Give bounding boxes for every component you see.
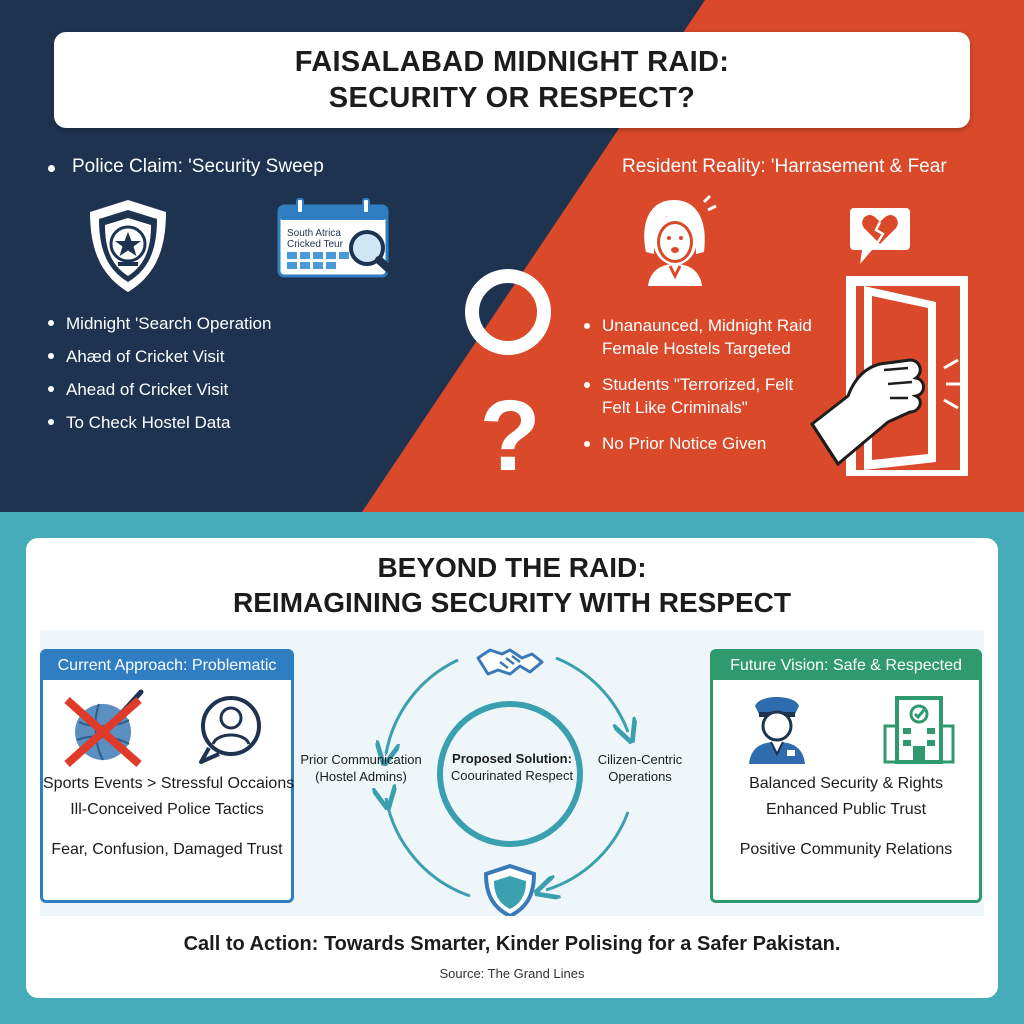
distressed-woman-icon xyxy=(626,192,726,288)
prior-communication-label xyxy=(300,751,422,785)
call-to-action: Call to Action: Towards Smarter, Kinder Polising for a Safer Pakistan. xyxy=(183,933,841,955)
bottom-title xyxy=(26,550,998,620)
bottom-title-line-1: BEYOND THE RAID: xyxy=(377,552,647,583)
current-line: Ill-Conceived Police Tactics xyxy=(70,801,264,818)
title-line-1: FAISALABAD MIDNIGHT RAID: xyxy=(294,46,730,78)
current-approach-panel xyxy=(40,649,294,903)
handshake-icon xyxy=(478,650,542,674)
hospital-building-icon xyxy=(883,692,955,766)
calendar-text-2: Cricked Teur xyxy=(287,239,343,250)
prior-communication-line-1: Prior Communication xyxy=(300,752,422,767)
police-point: To Check Hostel Data xyxy=(48,406,271,439)
no-sports-icon xyxy=(59,688,149,768)
proposed-solution-subtitle: Coourinated Respect xyxy=(450,768,574,783)
calendar-text-1: South Atrica xyxy=(287,228,341,239)
proposed-solution-label xyxy=(432,750,592,784)
citizen-centric-line-2: Operations xyxy=(608,769,672,784)
door-knocking-icon xyxy=(808,272,972,480)
resident-points-list xyxy=(584,314,812,468)
citizen-centric-label xyxy=(582,751,698,785)
future-vision-heading: Future Vision: Safe & Respected xyxy=(713,652,979,680)
resident-point: No Prior Notice Given xyxy=(584,432,812,455)
arrow-left-bottom xyxy=(386,798,470,896)
shield-check-icon xyxy=(486,866,534,916)
police-claim-heading: Police Claim: 'Security Sweep xyxy=(72,156,324,177)
bottom-title-line-2: REIMAGINING SECURITY WITH RESPECT xyxy=(233,587,791,618)
police-officer-icon xyxy=(745,690,809,766)
police-badge-icon xyxy=(80,196,176,296)
ring-icon xyxy=(462,266,554,358)
resident-reality-heading: Resident Reality: 'Harrasement & Fear xyxy=(622,156,947,177)
person-chat-icon xyxy=(195,692,267,764)
arrow-right-top xyxy=(556,658,628,732)
resident-point: Students "Terrorized, Felt Felt Like Criminals" xyxy=(584,373,812,419)
current-approach-heading: Current Approach: Problematic xyxy=(43,652,291,680)
future-vision-panel xyxy=(710,649,982,903)
police-point: Ahead of Cricket Visit xyxy=(48,373,271,406)
police-points-list xyxy=(48,307,271,439)
question-mark-icon: ? xyxy=(479,380,541,492)
calendar-search-icon xyxy=(275,196,410,286)
heading-bullet xyxy=(48,165,55,172)
future-line: Balanced Security & Rights xyxy=(749,775,943,792)
prior-communication-line-2: (Hostel Admins) xyxy=(315,769,407,784)
resident-point: Unanaunced, Midnight Raid Female Hostels Targeted xyxy=(584,314,812,360)
current-line: Sports Events > Stressful Occaions xyxy=(43,775,295,792)
title-card xyxy=(54,32,970,128)
police-point: Midnight 'Search Operation xyxy=(48,307,271,340)
title-line-2: SECURITY OR RESPECT? xyxy=(328,82,696,114)
broken-heart-chat-icon xyxy=(848,204,912,268)
current-line: Fear, Confusion, Damaged Trust xyxy=(51,841,283,858)
future-line: Positive Community Relations xyxy=(739,841,953,858)
citizen-centric-line-1: Cilizen-Centric xyxy=(597,752,683,767)
source-credit: Source: The Grand Lines xyxy=(439,966,585,981)
proposed-solution-title: Proposed Solution: xyxy=(452,751,572,766)
police-point: Ahæd of Cricket Visit xyxy=(48,340,271,373)
future-line: Enhanced Public Trust xyxy=(765,801,927,818)
